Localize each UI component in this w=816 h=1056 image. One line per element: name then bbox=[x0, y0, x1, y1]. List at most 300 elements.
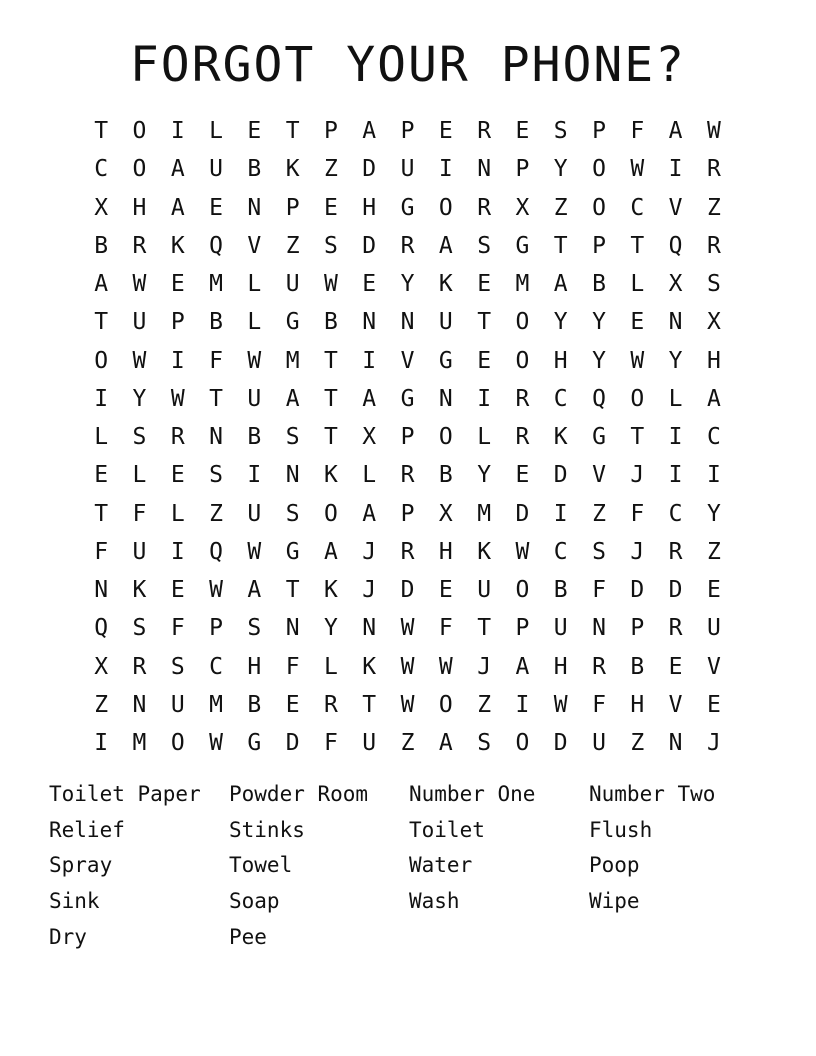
grid-cell: W bbox=[706, 118, 721, 144]
grid-cell: Z bbox=[706, 194, 721, 221]
grid-cell: M bbox=[209, 691, 223, 718]
grid-cell: T bbox=[324, 385, 338, 412]
grid-cell: W bbox=[553, 691, 568, 718]
grid-cell: G bbox=[515, 232, 530, 259]
grid-cell: I bbox=[668, 462, 683, 489]
grid-cell: E bbox=[209, 194, 223, 221]
grid-cell: S bbox=[170, 653, 185, 680]
grid-cell: C bbox=[94, 156, 109, 183]
grid-cell: F bbox=[630, 118, 645, 144]
grid-cell: T bbox=[553, 232, 568, 259]
grid-cell: E bbox=[438, 577, 453, 603]
grid-cell: D bbox=[362, 232, 377, 259]
grid-cell: B bbox=[553, 577, 568, 603]
grid-cell: H bbox=[706, 347, 721, 374]
grid-cell: A bbox=[362, 500, 377, 527]
grid-cell: I bbox=[170, 118, 185, 144]
grid-cell: G bbox=[592, 424, 606, 450]
word-list-item: Spray bbox=[49, 853, 113, 878]
grid-cell: W bbox=[400, 615, 415, 642]
grid-cell: W bbox=[515, 538, 530, 565]
grid-cell: I bbox=[477, 385, 492, 412]
grid-cell: X bbox=[515, 194, 530, 221]
grid-cell: F bbox=[94, 538, 109, 565]
grid-cell: U bbox=[209, 156, 223, 183]
grid-cell: V bbox=[400, 347, 415, 374]
grid-cell: N bbox=[94, 577, 109, 603]
grid-cell: E bbox=[285, 691, 300, 718]
grid-cell: Y bbox=[668, 347, 683, 374]
grid-cell: Y bbox=[477, 462, 492, 489]
grid-cell: Z bbox=[94, 691, 109, 718]
grid-cell: J bbox=[706, 730, 721, 756]
grid-cell: D bbox=[515, 500, 530, 527]
grid-cell: P bbox=[630, 615, 645, 642]
grid-cell: H bbox=[362, 194, 377, 221]
grid-cell: H bbox=[438, 538, 453, 565]
grid-cell: I bbox=[362, 347, 377, 374]
grid-cell: S bbox=[477, 232, 492, 259]
grid-cell: L bbox=[94, 424, 109, 450]
grid-cell: A bbox=[170, 194, 185, 221]
grid-cell: R bbox=[400, 232, 415, 259]
grid-cell: J bbox=[362, 577, 377, 603]
letter-grid bbox=[82, 112, 733, 762]
grid-cell: U bbox=[247, 385, 262, 412]
grid-cell: S bbox=[209, 462, 223, 489]
grid-cell: L bbox=[170, 500, 185, 527]
grid-cell: K bbox=[438, 271, 453, 297]
grid-cell: O bbox=[170, 730, 185, 756]
grid-cell: W bbox=[132, 271, 147, 297]
grid-cell: A bbox=[324, 538, 338, 565]
grid-cell: B bbox=[247, 424, 262, 450]
grid-cell: U bbox=[362, 730, 377, 756]
grid-cell: H bbox=[630, 691, 645, 718]
grid-cell: O bbox=[592, 156, 606, 183]
word-list-item: Poop bbox=[589, 853, 640, 878]
grid-cell: C bbox=[553, 538, 568, 565]
grid-cell: G bbox=[285, 538, 300, 565]
word-list-item: Toilet bbox=[409, 817, 485, 842]
grid-cell: Z bbox=[592, 500, 606, 527]
grid-cell: D bbox=[400, 577, 415, 603]
word-list-item: Towel bbox=[229, 853, 293, 878]
grid-cell: T bbox=[324, 347, 338, 374]
grid-cell: X bbox=[438, 500, 453, 527]
grid-cell: J bbox=[630, 538, 645, 565]
grid-cell: F bbox=[592, 691, 606, 718]
grid-cell: T bbox=[94, 309, 109, 336]
grid-cell: R bbox=[170, 424, 185, 450]
grid-cell: L bbox=[247, 309, 262, 336]
grid-cell: W bbox=[209, 577, 223, 603]
grid-cell: E bbox=[94, 462, 109, 489]
grid-cell: Z bbox=[477, 691, 492, 718]
grid-cell: N bbox=[592, 615, 606, 642]
grid-cell: W bbox=[438, 653, 453, 680]
grid-cell: Z bbox=[285, 232, 300, 259]
grid-cell: J bbox=[630, 462, 645, 489]
grid-cell: W bbox=[247, 538, 262, 565]
grid-cell: S bbox=[553, 118, 568, 144]
grid-cell: F bbox=[630, 500, 645, 527]
grid-cell: T bbox=[362, 691, 377, 718]
grid-cell: L bbox=[324, 653, 338, 680]
grid-cell: G bbox=[247, 730, 262, 756]
grid-cell: N bbox=[362, 615, 377, 642]
grid-cell: R bbox=[400, 462, 415, 489]
grid-cell: P bbox=[400, 424, 415, 450]
grid-cell: E bbox=[706, 691, 721, 718]
grid-cell: E bbox=[477, 271, 492, 297]
grid-cell: E bbox=[247, 118, 262, 144]
grid-cell: G bbox=[400, 385, 415, 412]
grid-cell: I bbox=[94, 385, 109, 412]
grid-cell: F bbox=[592, 577, 606, 603]
grid-cell: I bbox=[438, 156, 453, 183]
grid-cell: N bbox=[668, 730, 683, 756]
grid-cell: O bbox=[438, 691, 453, 718]
grid-cell: O bbox=[515, 347, 530, 374]
grid-cell: S bbox=[285, 424, 300, 450]
grid-cell: C bbox=[553, 385, 568, 412]
grid-cell: L bbox=[132, 462, 147, 489]
word-list-item: Powder Room bbox=[229, 782, 369, 806]
grid-cell: W bbox=[247, 347, 262, 374]
grid-cell: P bbox=[400, 500, 415, 527]
grid-cell: E bbox=[324, 194, 338, 221]
grid-cell: A bbox=[94, 271, 109, 297]
grid-cell: Y bbox=[553, 309, 568, 336]
grid-cell: P bbox=[592, 232, 606, 259]
word-list-item: Pee bbox=[229, 924, 267, 949]
grid-cell: U bbox=[438, 309, 453, 336]
grid-cell: W bbox=[400, 653, 415, 680]
grid-cell: P bbox=[170, 309, 185, 336]
grid-cell: H bbox=[247, 653, 262, 680]
grid-cell: E bbox=[668, 653, 683, 680]
grid-cell: W bbox=[630, 156, 645, 183]
grid-cell: D bbox=[362, 156, 377, 183]
grid-cell: O bbox=[324, 500, 338, 527]
grid-cell: I bbox=[668, 424, 683, 450]
word-list-item: Dry bbox=[49, 924, 87, 949]
grid-cell: K bbox=[477, 538, 492, 565]
grid-cell: E bbox=[706, 577, 721, 603]
grid-cell: Y bbox=[592, 347, 606, 374]
grid-cell: K bbox=[553, 424, 568, 450]
grid-cell: X bbox=[362, 424, 377, 450]
grid-cell: Z bbox=[630, 730, 645, 756]
grid-cell: F bbox=[438, 615, 453, 642]
word-list-item: Number Two bbox=[589, 782, 716, 806]
grid-cell: S bbox=[132, 615, 147, 642]
grid-cell: H bbox=[553, 347, 568, 374]
grid-cell: U bbox=[706, 615, 721, 642]
grid-cell: V bbox=[706, 653, 721, 680]
grid-cell: L bbox=[630, 271, 645, 297]
grid-cell: N bbox=[132, 691, 147, 718]
grid-cell: U bbox=[553, 615, 568, 642]
grid-cell: E bbox=[170, 271, 185, 297]
grid-cell: N bbox=[285, 462, 300, 489]
grid-cell: P bbox=[209, 615, 223, 642]
grid-cell: U bbox=[592, 730, 606, 756]
grid-cell: R bbox=[706, 232, 721, 259]
grid-cell: C bbox=[209, 653, 223, 680]
grid-cell: R bbox=[132, 653, 147, 680]
grid-cell: M bbox=[209, 271, 223, 297]
grid-cell: E bbox=[515, 462, 530, 489]
grid-cell: O bbox=[132, 156, 147, 183]
grid-cell: V bbox=[247, 232, 262, 259]
grid-cell: O bbox=[94, 347, 109, 374]
grid-cell: R bbox=[515, 424, 530, 450]
grid-cell: O bbox=[515, 730, 530, 756]
grid-cell: F bbox=[132, 500, 147, 527]
grid-cell: I bbox=[706, 462, 721, 489]
grid-cell: Y bbox=[132, 385, 147, 412]
grid-cell: P bbox=[285, 194, 300, 221]
grid-cell: Y bbox=[706, 500, 721, 527]
grid-cell: R bbox=[132, 232, 147, 259]
grid-cell: W bbox=[132, 347, 147, 374]
grid-cell: E bbox=[362, 271, 377, 297]
grid-cell: R bbox=[477, 194, 492, 221]
grid-cell: Z bbox=[324, 156, 338, 183]
word-list-item: Relief bbox=[49, 817, 125, 842]
grid-cell: Z bbox=[400, 730, 415, 756]
grid-cell: E bbox=[477, 347, 492, 374]
grid-cell: S bbox=[132, 424, 147, 450]
grid-cell: I bbox=[94, 730, 109, 756]
grid-cell: R bbox=[668, 615, 683, 642]
grid-cell: Q bbox=[592, 385, 606, 412]
grid-cell: M bbox=[132, 730, 147, 756]
grid-cell: V bbox=[592, 462, 606, 489]
grid-cell: G bbox=[400, 194, 415, 221]
grid-cell: N bbox=[400, 309, 415, 336]
grid-cell: L bbox=[668, 385, 683, 412]
grid-cell: E bbox=[170, 577, 185, 603]
grid-cell: T bbox=[94, 118, 109, 144]
grid-cell: L bbox=[477, 424, 492, 450]
grid-cell: B bbox=[247, 156, 262, 183]
grid-cell: N bbox=[668, 309, 683, 336]
grid-cell: D bbox=[630, 577, 645, 603]
grid-cell: M bbox=[515, 271, 530, 297]
grid-cell: T bbox=[285, 577, 300, 603]
grid-cell: A bbox=[438, 232, 453, 259]
grid-cell: R bbox=[515, 385, 530, 412]
grid-cell: I bbox=[170, 347, 185, 374]
grid-cell: D bbox=[668, 577, 683, 603]
grid-cell: S bbox=[324, 232, 338, 259]
word-list-item: Wipe bbox=[589, 889, 640, 914]
grid-cell: W bbox=[324, 271, 338, 297]
grid-cell: K bbox=[132, 577, 147, 603]
grid-cell: T bbox=[477, 615, 492, 642]
word-list-item: Flush bbox=[589, 817, 653, 842]
grid-cell: N bbox=[247, 194, 262, 221]
grid-cell: D bbox=[285, 730, 300, 756]
grid-cell: I bbox=[247, 462, 262, 489]
grid-cell: P bbox=[515, 615, 530, 642]
grid-cell: G bbox=[438, 347, 453, 374]
grid-cell: O bbox=[515, 577, 530, 603]
grid-cell: N bbox=[438, 385, 453, 412]
grid-cell: G bbox=[285, 309, 300, 336]
grid-cell: B bbox=[592, 271, 606, 297]
grid-cell: S bbox=[477, 730, 492, 756]
grid-cell: A bbox=[170, 156, 185, 183]
grid-cell: Y bbox=[553, 156, 568, 183]
grid-cell: O bbox=[630, 385, 645, 412]
word-list-item: Water bbox=[409, 853, 473, 878]
grid-cell: N bbox=[477, 156, 492, 183]
grid-cell: A bbox=[438, 730, 453, 756]
grid-cell: J bbox=[362, 538, 377, 565]
word-list-item: Sink bbox=[49, 889, 100, 914]
grid-cell: A bbox=[247, 577, 262, 603]
grid-cell: A bbox=[553, 271, 568, 297]
grid-cell: X bbox=[94, 653, 109, 680]
grid-cell: V bbox=[668, 194, 683, 221]
word-list-item: Soap bbox=[229, 889, 280, 914]
grid-cell: F bbox=[324, 730, 338, 756]
grid-cell: F bbox=[285, 653, 300, 680]
grid-cell: V bbox=[668, 691, 683, 718]
page-title: FORGOT YOUR PHONE? bbox=[129, 37, 687, 93]
word-list bbox=[49, 776, 769, 954]
grid-cell: F bbox=[209, 347, 223, 374]
grid-cell: Y bbox=[592, 309, 606, 336]
grid-cell: A bbox=[362, 385, 377, 412]
grid-cell: O bbox=[592, 194, 606, 221]
grid-cell: M bbox=[477, 500, 492, 527]
grid-cell: T bbox=[477, 309, 492, 336]
grid-cell: W bbox=[170, 385, 185, 412]
word-list-item: Stinks bbox=[229, 817, 305, 842]
grid-cell: S bbox=[706, 271, 721, 297]
grid-cell: S bbox=[247, 615, 262, 642]
grid-cell: H bbox=[132, 194, 147, 221]
grid-cell: K bbox=[170, 232, 185, 259]
grid-cell: C bbox=[630, 194, 645, 221]
grid-cell: T bbox=[94, 500, 109, 527]
grid-cell: W bbox=[209, 730, 223, 756]
grid-cell: A bbox=[668, 118, 683, 144]
grid-cell: A bbox=[362, 118, 377, 144]
grid-cell: N bbox=[285, 615, 300, 642]
grid-cell: I bbox=[515, 691, 530, 718]
grid-cell: E bbox=[630, 309, 645, 336]
grid-cell: R bbox=[400, 538, 415, 565]
grid-cell: K bbox=[285, 156, 300, 183]
grid-cell: T bbox=[630, 232, 645, 259]
grid-cell: R bbox=[668, 538, 683, 565]
grid-cell: S bbox=[592, 538, 606, 565]
grid-cell: T bbox=[285, 118, 300, 144]
grid-cell: F bbox=[170, 615, 185, 642]
grid-cell: M bbox=[285, 347, 300, 374]
grid-cell: K bbox=[324, 462, 338, 489]
grid-cell: Q bbox=[209, 232, 223, 259]
grid-cell: D bbox=[553, 730, 568, 756]
grid-cell: Q bbox=[668, 232, 683, 259]
grid-cell: U bbox=[170, 691, 185, 718]
grid-cell: O bbox=[515, 309, 530, 336]
grid-cell: Q bbox=[94, 615, 109, 642]
grid-cell: Z bbox=[706, 538, 721, 565]
grid-cell: Q bbox=[209, 538, 223, 565]
grid-cell: W bbox=[630, 347, 645, 374]
grid-cell: L bbox=[209, 118, 223, 144]
grid-cell: U bbox=[247, 500, 262, 527]
grid-cell: U bbox=[477, 577, 492, 603]
grid-cell: I bbox=[553, 500, 568, 527]
grid-cell: T bbox=[209, 385, 223, 412]
grid-cell: R bbox=[592, 653, 606, 680]
grid-cell: Z bbox=[209, 500, 223, 527]
grid-cell: Z bbox=[553, 194, 568, 221]
grid-cell: P bbox=[324, 118, 338, 144]
grid-cell: Y bbox=[400, 271, 415, 297]
grid-cell: B bbox=[630, 653, 645, 680]
grid-cell: L bbox=[247, 271, 262, 297]
grid-cell: B bbox=[438, 462, 453, 489]
grid-cell: B bbox=[324, 309, 338, 336]
grid-cell: E bbox=[170, 462, 185, 489]
grid-cell: A bbox=[515, 653, 530, 680]
grid-cell: S bbox=[285, 500, 300, 527]
grid-cell: Y bbox=[324, 615, 338, 642]
grid-cell: W bbox=[400, 691, 415, 718]
grid-cell: H bbox=[553, 653, 568, 680]
grid-cell: R bbox=[324, 691, 338, 718]
grid-cell: I bbox=[668, 156, 683, 183]
grid-cell: B bbox=[94, 232, 109, 259]
grid-cell: U bbox=[132, 309, 147, 336]
word-list-item: Wash bbox=[409, 889, 460, 914]
grid-cell: I bbox=[170, 538, 185, 565]
grid-cell: C bbox=[706, 424, 721, 450]
grid-cell: P bbox=[515, 156, 530, 183]
grid-cell: R bbox=[706, 156, 721, 183]
grid-cell: E bbox=[515, 118, 530, 144]
grid-cell: B bbox=[209, 309, 223, 336]
grid-cell: X bbox=[94, 194, 109, 221]
grid-cell: L bbox=[362, 462, 377, 489]
word-list-item: Number One bbox=[409, 782, 536, 806]
grid-cell: J bbox=[477, 653, 492, 680]
grid-cell: U bbox=[285, 271, 300, 297]
grid-cell: U bbox=[400, 156, 415, 183]
grid-cell: N bbox=[362, 309, 377, 336]
grid-cell: A bbox=[285, 385, 300, 412]
grid-cell: K bbox=[324, 577, 338, 603]
grid-cell: X bbox=[668, 271, 683, 297]
grid-cell: P bbox=[592, 118, 606, 144]
grid-cell: C bbox=[668, 500, 683, 527]
grid-cell: T bbox=[324, 424, 338, 450]
grid-cell: X bbox=[706, 309, 721, 336]
grid-cell: E bbox=[438, 118, 453, 144]
grid-cell: O bbox=[438, 194, 453, 221]
grid-cell: B bbox=[247, 691, 262, 718]
grid-cell: O bbox=[132, 118, 147, 144]
